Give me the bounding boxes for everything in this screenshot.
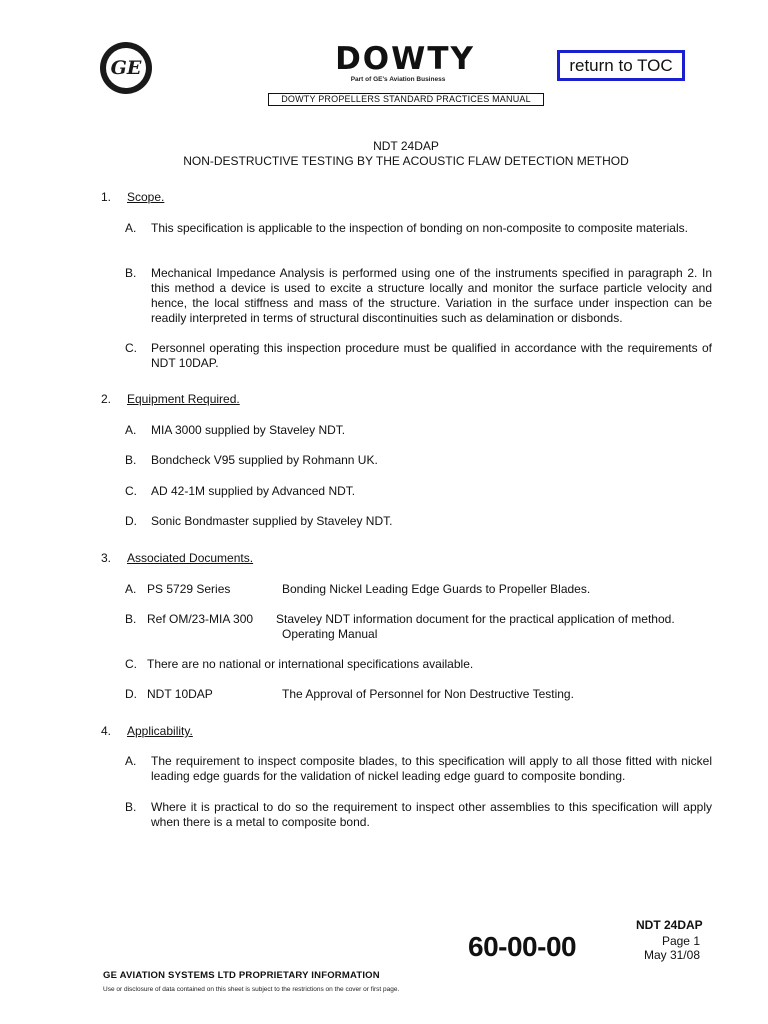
item-text: Where it is practical to do so the requirement to inspect other assemblies to this specification will apply when there is a metal to composite bond.	[151, 800, 712, 829]
section-number: 2.	[101, 392, 112, 406]
ge-logo-text: GE	[106, 48, 146, 88]
item-text: This specification is applicable to the inspection of bonding on non-composite to composite materials.	[151, 221, 688, 235]
equipment-item-a	[125, 423, 712, 438]
reference-code: Ref OM/23-MIA 300	[147, 612, 254, 626]
item-letter: B.	[125, 453, 137, 467]
scope-item-b	[125, 266, 712, 326]
reference-code: PS 5729 Series	[147, 582, 231, 596]
item-text: There are no national or international specifications available.	[147, 657, 474, 671]
reference-code: NDT 10DAP	[147, 687, 213, 701]
equipment-item-d	[125, 514, 712, 529]
section-heading: Applicability.	[127, 724, 193, 738]
item-text: MIA 3000 supplied by Staveley NDT.	[151, 423, 346, 437]
section-applicability-heading	[101, 724, 193, 738]
document-title: NON-DESTRUCTIVE TESTING BY THE ACOUSTIC FLAW DETECTION METHOD	[183, 154, 629, 168]
revision-date: May 31/08	[643, 948, 700, 962]
item-text: The requirement to inspect composite blades, to this specification will apply to all those fitted with nickel leading edge guards for the validation of nickel leading edge guard to composite bonding.	[151, 754, 712, 783]
section-heading: Associated Documents.	[127, 551, 254, 565]
section-documents-heading	[101, 551, 253, 565]
section-scope-heading	[101, 190, 164, 204]
item-text: Mechanical Impedance Analysis is performed using one of the instruments specified in paragraph 2. In this method a device is used to excite a structure locally and monitor the surface particle velocity and hence, the local stiffness and mass of the structure. Variation in the surface under inspection can be readily interpreted in terms of structural discontinuities such as delamination or disbonds.	[151, 266, 712, 325]
section-equipment-heading	[101, 392, 240, 406]
item-letter: C.	[125, 657, 137, 671]
page-number: Page 1	[661, 934, 700, 948]
item-letter: C.	[125, 341, 137, 355]
proprietary-label: GE AVIATION SYSTEMS LTD PROPRIETARY INFORMATION	[103, 970, 380, 981]
item-letter: A.	[125, 582, 137, 596]
section-chapter-number: 60-00-00	[468, 931, 577, 962]
footer-doc-code: NDT 24DAP	[636, 918, 703, 932]
proprietary-notice: Use or disclosure of data contained on this sheet is subject to the restrictions on the cover or first page.	[103, 986, 400, 993]
brand-subtitle: Part of GE's Aviation Business	[350, 76, 446, 83]
dowty-logo: DOWTY	[335, 41, 475, 77]
item-letter: D.	[125, 514, 137, 528]
section-number: 3.	[101, 551, 112, 565]
section-heading: Scope.	[127, 190, 165, 204]
reference-description: Bonding Nickel Leading Edge Guards to Propeller Blades.	[282, 582, 591, 596]
applicability-item-b	[125, 800, 712, 830]
item-letter: B.	[125, 612, 137, 626]
applicability-item-a	[125, 754, 712, 784]
documents-item-d	[125, 687, 712, 702]
section-heading: Equipment Required.	[127, 392, 240, 406]
documents-item-a	[125, 582, 712, 597]
item-text: Bondcheck V95 supplied by Rohmann UK.	[151, 453, 378, 467]
documents-item-c	[125, 657, 712, 672]
reference-description: Staveley NDT information document for the practical application of method.	[276, 612, 675, 626]
item-letter: C.	[125, 484, 137, 498]
item-text: Sonic Bondmaster supplied by Staveley NDT.	[151, 514, 393, 528]
equipment-item-b	[125, 453, 712, 468]
item-text: Personnel operating this inspection procedure must be qualified in accordance with the requirements of NDT 10DAP.	[151, 341, 712, 370]
equipment-item-c	[125, 484, 712, 499]
reference-description-line2: Operating Manual	[282, 627, 378, 641]
manual-title: DOWTY PROPELLERS STANDARD PRACTICES MANUAL	[268, 93, 544, 106]
scope-item-a	[125, 221, 712, 236]
item-letter: A.	[125, 221, 137, 235]
document-id: NDT 24DAP	[373, 139, 439, 153]
section-number: 4.	[101, 724, 112, 738]
item-letter: A.	[125, 754, 137, 768]
section-number: 1.	[101, 190, 112, 204]
item-letter: A.	[125, 423, 137, 437]
item-letter: B.	[125, 800, 137, 814]
item-text: AD 42-1M supplied by Advanced NDT.	[151, 484, 356, 498]
reference-description: The Approval of Personnel for Non Destructive Testing.	[282, 687, 574, 701]
return-to-toc-button[interactable]: return to TOC	[557, 50, 685, 81]
scope-item-c	[125, 341, 712, 371]
item-letter: B.	[125, 266, 137, 280]
ge-logo	[100, 42, 152, 94]
item-letter: D.	[125, 687, 137, 701]
documents-item-b	[125, 612, 712, 642]
